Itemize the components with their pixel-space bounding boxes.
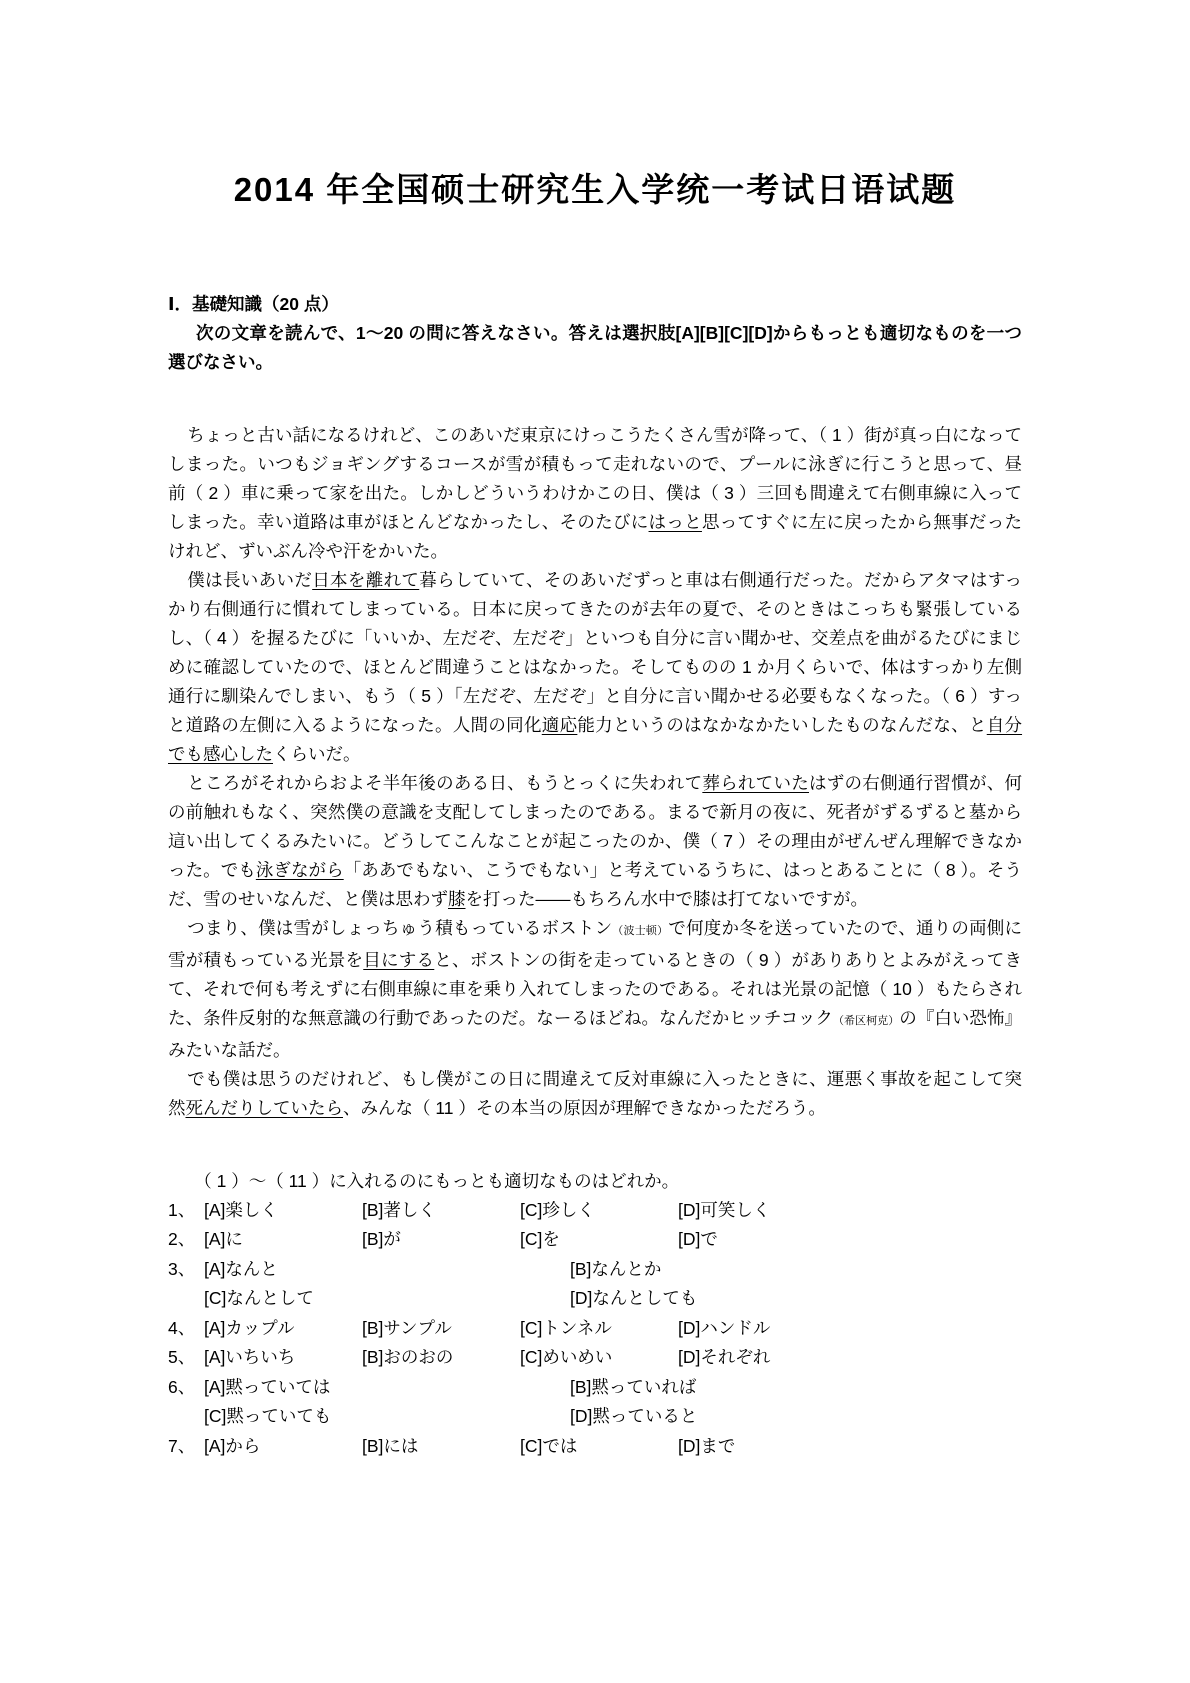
passage-paragraph	[168, 421, 1022, 566]
question-number: 6、	[168, 1376, 196, 1397]
question-number: 1、	[168, 1199, 196, 1220]
annotation-note: （希区柯克）	[832, 1014, 900, 1027]
question-row	[168, 1402, 1022, 1432]
question-row	[168, 1373, 1022, 1403]
section-heading: Ⅰ．基礎知識（20 点）	[168, 293, 339, 314]
text-segment: でも僕は思うのだけれど、もし僕がこの日に間違えて反対車線に入ったときに、運悪く事故を起こして突然	[168, 1068, 1022, 1118]
question-row	[168, 1314, 1022, 1344]
underlined-segment: 自分でも感心した	[168, 714, 1023, 764]
question-option: [B]サンプル	[362, 1317, 452, 1338]
question-option: [D]で	[678, 1229, 718, 1250]
annotation-note: （波士顿）	[612, 924, 669, 937]
text-segment: を打った——もちろん水中で膝は打てないですが。	[465, 888, 868, 909]
question-option: [B]には	[362, 1435, 419, 1456]
underlined-segment: 死んだりしていたら	[185, 1097, 343, 1118]
question-number: 4、	[168, 1317, 196, 1338]
text-segment: 暮らしていて、そのあいだずっと車は右側通行だった。だからアタマはすっかり右側通行に慣れてしまっている。日本に戻ってきたのが去年の夏で、そのときはこっちも緊張しているし、（ 4 ）を握るたびに「いいか、左だぞ、左だぞ」といつも自分に言い聞かせ、交差点を曲がるたびにまじめに確認していたので、ほとんど間違うことはなかった。そしてものの 1 か月くらいで、体はすっかり左側通行に馴染んでしまい、もう（ 5 ）「左だぞ、左だぞ」と自分に言い聞かせる必要もなくなった。（ 6 ）すっと道路の左側に入るようになった。人間の同化	[168, 569, 1023, 735]
passage-paragraph	[168, 769, 1022, 914]
question-option: [B]おのおの	[362, 1347, 454, 1368]
text-segment: ところがそれからおよそ半年後のある日、もうとっくに失われて	[187, 772, 703, 793]
passage-paragraph	[168, 566, 1022, 769]
question-option: [A]なんと	[204, 1258, 278, 1279]
question-option: [C]なんとして	[204, 1288, 314, 1309]
question-option: [B]黙っていれば	[570, 1376, 697, 1397]
question-option: [C]を	[520, 1229, 560, 1250]
question-row	[168, 1343, 1022, 1373]
text-segment: の『白い恐怖』みたいな話だ。	[168, 1007, 1023, 1060]
question-option: [D]黙っていると	[570, 1406, 698, 1427]
text-segment: ちょっと古い話になるけれど、このあいだ東京にけっこうたくさん雪が降って、（ 1 ）街が真っ白になってしまった。いつもジョギングするコースが雪が積もって走れないので、プールに泳ぎに行こうと思って、昼前（ 2 ）車に乗って家を出た。しかしどういうわけかこの日、僕は（ 3 ）三回も間違えて右側車線に入ってしまった。幸い道路は車がほとんどなかったし、そのたびに	[168, 424, 1022, 532]
question-option: [C]では	[520, 1435, 578, 1456]
text-segment: 僕は長いあいだ	[187, 569, 313, 590]
question-option: [D]なんとしても	[570, 1288, 698, 1309]
underlined-segment: 日本を離れて	[312, 569, 420, 590]
question-option: [C]黙っていても	[204, 1406, 332, 1427]
passage-paragraph	[168, 1065, 1022, 1123]
questions-intro: （ 1 ）～（ 11 ）に入れるのにもっとも適切なものはどれか。	[194, 1170, 680, 1191]
document-title: 2014 年全国硕士研究生入学统一考试日语试题	[233, 171, 957, 208]
question-row	[168, 1284, 1022, 1314]
question-option: [A]カップル	[204, 1317, 295, 1338]
question-row	[168, 1225, 1022, 1255]
question-option: [C]めいめい	[520, 1347, 613, 1368]
question-number: 7、	[168, 1435, 196, 1456]
text-segment: 「ああでもない、こうでもない」と考えているうちに、はっとあることに（ 8 ）。そうだ、雪のせいなんだ、と僕は思わず	[168, 859, 1023, 909]
text-segment: 、みんな（ 11 ）その本当の原因が理解できなかっただろう。	[343, 1097, 826, 1118]
text-segment: 思ってすぐに左に戻ったから無事だったけれど、ずいぶん冷や汗をかいた。	[168, 511, 1023, 561]
section-instructions: 次の文章を読んで、1～20 の問に答えなさい。答えは選択肢[A][B][C][D]からもっとも適切なものを一つ選びなさい。	[168, 322, 1022, 372]
text-segment: はずの右側通行習慣が、何の前触れもなく、突然僕の意識を支配してしまったのである。まるで新月の夜に、死者がずるずると墓から這い出してくるみたいに。どうしてこんなことが起こったのか、僕（ 7 ）その理由がぜんぜん理解できなかった。でも	[168, 772, 1023, 880]
question-number: 3、	[168, 1258, 196, 1279]
underlined-segment: 適応	[541, 714, 578, 735]
underlined-segment: 膝	[448, 888, 466, 909]
question-option: [D]可笑しく	[678, 1199, 771, 1220]
question-option: [A]楽しく	[204, 1199, 278, 1220]
text-segment: くらいだ。	[273, 743, 361, 764]
question-option: [D]まで	[678, 1435, 736, 1456]
underlined-segment: 泳ぎながら	[255, 859, 344, 880]
question-number: 2、	[168, 1229, 196, 1250]
question-option: [B]が	[362, 1229, 401, 1250]
underlined-segment: はっと	[648, 511, 702, 532]
passage-paragraph	[168, 914, 1022, 1065]
question-option: [B]著しく	[362, 1199, 436, 1220]
question-option: [D]ハンドル	[678, 1317, 771, 1338]
text-segment: つまり、僕は雪がしょっちゅう積もっているボストン	[187, 917, 613, 938]
question-number: 5、	[168, 1347, 196, 1368]
passage	[168, 421, 1022, 1123]
text-segment: で何度か冬を送っていたので、通りの両側に雪が積もっている光景を	[168, 917, 1023, 970]
question-option: [C]珍しく	[520, 1199, 595, 1220]
text-segment: 能力というのはなかなかたいしたものなんだな、と	[577, 714, 987, 735]
question-option: [D]それぞれ	[678, 1347, 771, 1368]
question-option: [B]なんとか	[570, 1258, 662, 1279]
question-row	[168, 1196, 1022, 1226]
question-option: [C]トンネル	[520, 1317, 612, 1338]
question-option: [A]いちいち	[204, 1347, 296, 1368]
question-option: [A]に	[204, 1229, 243, 1250]
question-option: [A]黙っていては	[204, 1376, 331, 1397]
underlined-segment: 葬られていた	[702, 772, 809, 793]
question-row	[168, 1432, 1022, 1462]
questions-list	[168, 1196, 1022, 1462]
underlined-segment: 目にする	[363, 949, 435, 970]
question-option: [A]から	[204, 1435, 261, 1456]
text-segment: と、ボストンの街を走っているときの（ 9 ）がありありとよみがえってきて、それで何も考えずに右側車線に車を乗り入れてしまったのである。それは光景の記憶（ 10 ）もたらされた、条件反射的な無意識の行動であったのだ。なーるほどね。なんだかヒッチコック	[168, 949, 1023, 1028]
question-row	[168, 1255, 1022, 1285]
